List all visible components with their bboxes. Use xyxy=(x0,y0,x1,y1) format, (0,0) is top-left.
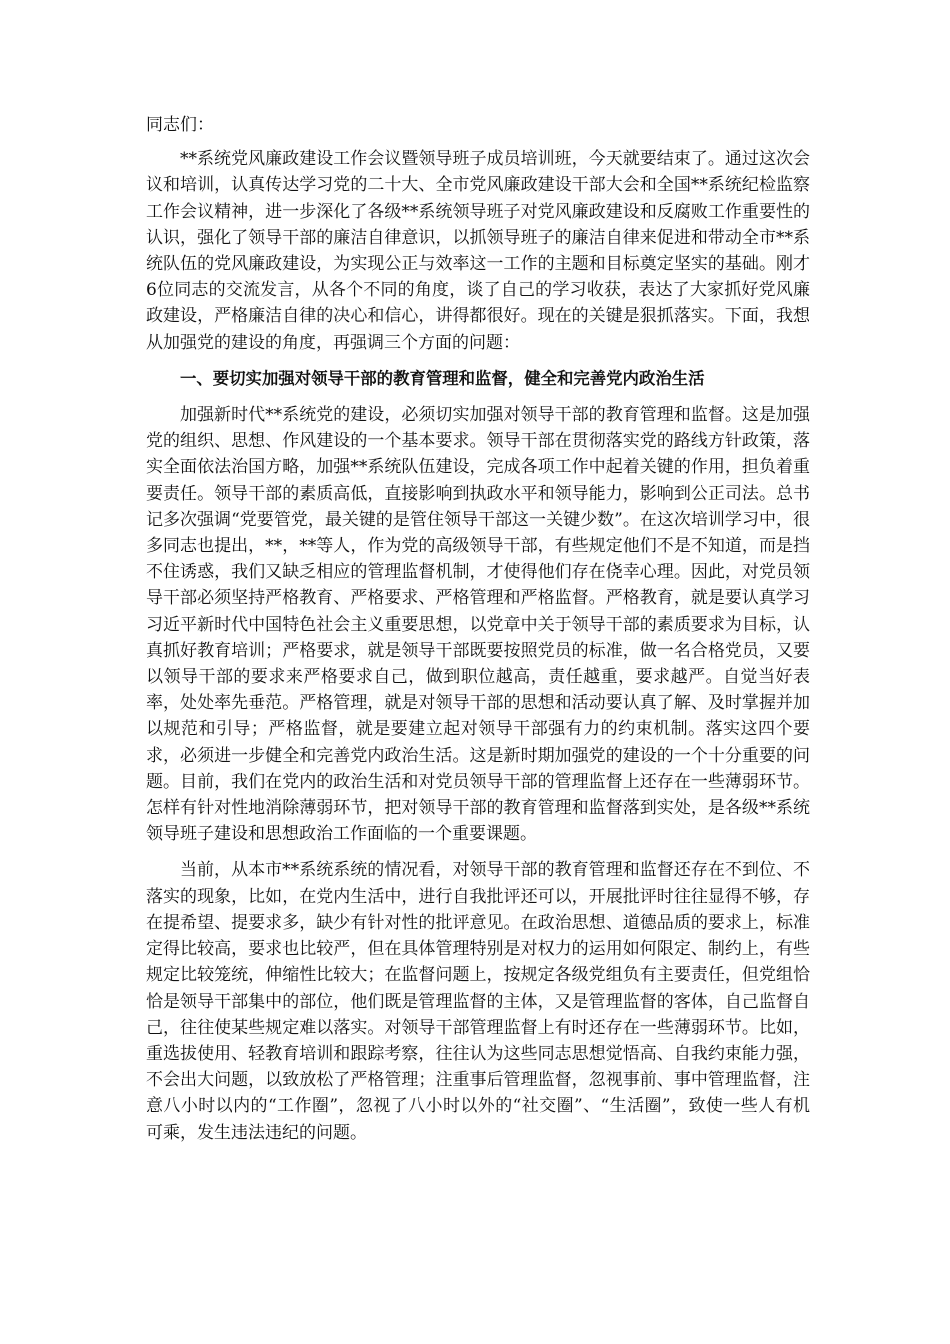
section-paragraph: 当前，从本市**系统系统的情况看，对领导干部的教育管理和监督还存在不到位、不落实的现象，比如，在党内生活中，进行自我批评还可以，开展批评时往往显得不够，存在提希望、提要求多，缺少有针对性的批评意见。在政治思想、道德品质的要求上，标准定得比较高，要求也比较严，但在具体管理特别是对权力的运用如何限定、制约上，有些规定比较笼统，伸缩性比较大；在监督问题上，按规定各级党组负有主要责任，但党组恰恰是领导干部集中的部位，他们既是管理监督的主体，又是管理监督的客体，自己监督自己，往往使某些规定难以落实。对领导干部管理监督上有时还存在一些薄弱环节。比如，重选拔使用、轻教育培训和跟踪考察，往往认为这些同志思想觉悟高、自我约束能力强，不会出大问题，以致放松了严格管理；注重事后管理监督，忽视事前、事中管理监督，注意八小时以内的“工作圈”，忽视了八小时以外的“社交圈”、“生活圈”，致使一些人有机可乘，发生违法违纪的问题。 xyxy=(146,860,810,1143)
salutation: 同志们： xyxy=(146,115,214,135)
section-heading: 一、要切实加强对领导干部的教育管理和监督，健全和完善党内政治生活 xyxy=(180,368,705,388)
section-paragraph: 加强新时代**系统党的建设，必须切实加强对领导干部的教育管理和监督。这是加强党的组织、思想、作风建设的一个基本要求。领导干部在贯彻落实党的路线方针政策，落实全面依法治国方略，加强**系统队伍建设，完成各项工作中起着关键的作用，担负着重要责任。领导干部的素质高低，直接影响到执政水平和领导能力，影响到公正司法。总书记多次强调“党要管党，最关键的是管住领导干部这一关键少数”。在这次培训学习中，很多同志也提出，**，**等人，作为党的高级领导干部，有些规定他们不是不知道，而是挡不住诱惑，我们又缺乏相应的管理监督机制，才使得他们存在侥幸心理。因此，对党员领导干部必须坚持严格教育、严格要求、严格管理和严格监督。严格教育，就是要认真学习习近平新时代中国特色社会主义重要思想，以党章中关于领导干部的素质要求为目标，认真抓好教育培训；严格要求，就是领导干部既要按照党员的标准，做一名合格党员，又要以领导干部的要求来严格要求自己，做到职位越高，责任越重，要求越严。自觉当好表率，处处率先垂范。严格管理，就是对领导干部的思想和活动要认真了解、及时掌握并加以规范和引导；严格监督，就是要建立起对领导干部强有力的约束机制。落实这四个要求，必须进一步健全和完善党内政治生活。这是新时期加强党的建设的一个十分重要的问题。目前，我们在党内的政治生活和对党员领导干部的管理监督上还存在一些薄弱环节。怎样有针对性地消除薄弱环节，把对领导干部的教育管理和监督落到实处，是各级**系统领导班子建设和思想政治工作面临的一个重要课题。 xyxy=(146,405,810,845)
document-page xyxy=(146,112,810,1156)
opening-paragraph: **系统党风廉政建设工作会议暨领导班子成员培训班，今天就要结束了。通过这次会议和培训，认真传达学习党的二十大、全市党风廉政建设干部大会和全国**系统纪检监察工作会议精神，进一步深化了各级**系统领导班子对党风廉政建设和反腐败工作重要性的认识，强化了领导干部的廉洁自律意识，以抓领导班子的廉洁自律来促进和带动全市**系统队伍的党风廉政建设，为实现公正与效率这一工作的主题和目标奠定坚实的基础。刚才6位同志的交流发言，从各个不同的角度，谈了自己的学习收获，表达了大家抓好党风廉政建设，严格廉洁自律的决心和信心，讲得都很好。现在的关键是狠抓落实。下面，我想从加强党的建设的角度，再强调三个方面的问题： xyxy=(146,149,810,353)
